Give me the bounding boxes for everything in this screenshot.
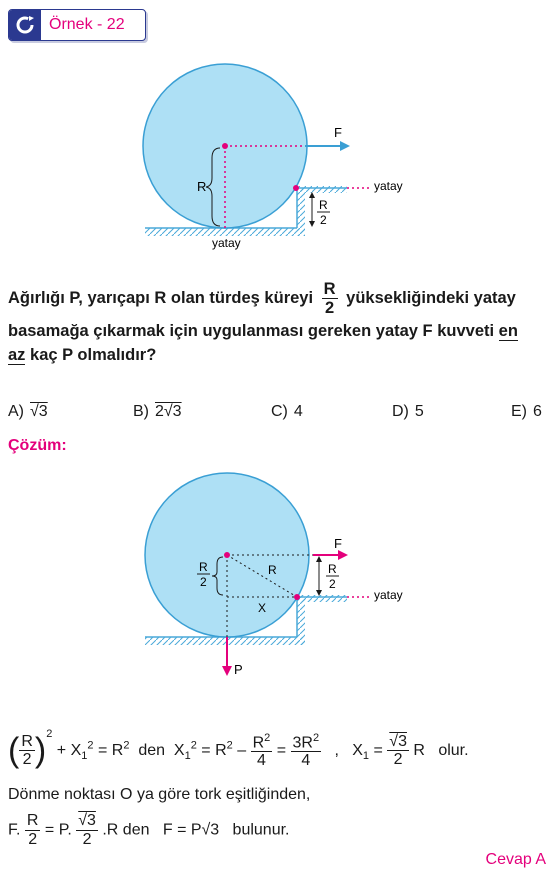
eq1-exp-a: 2 (46, 728, 53, 740)
option-letter: A) (8, 403, 24, 420)
eq3-frac-a-den: 2 (28, 830, 38, 848)
option-letter: C) (271, 403, 288, 420)
eq1-text-e: X (352, 742, 363, 759)
option-value: 5 (414, 403, 424, 420)
example-label: Örnek - 22 (49, 16, 125, 33)
option-e[interactable] (511, 403, 542, 421)
option-value: √3 (30, 403, 48, 420)
answer-label: Cevap A (485, 851, 546, 868)
force-arrowhead (340, 141, 350, 151)
eq1-frac-b-num (251, 732, 273, 753)
eq1-frac-d-den: 2 (393, 751, 403, 769)
eq1-minus: – (237, 742, 247, 759)
eq1-frac-c-num (291, 732, 322, 753)
option-c[interactable] (271, 403, 303, 421)
center-point (224, 552, 230, 558)
eq1-sup-b: 2 (123, 739, 130, 752)
option-letter: D) (392, 403, 409, 420)
solution-equation-1 (8, 728, 469, 770)
question-line-3 (8, 346, 156, 365)
question-text-1a: Ağırlığı P, yarıçapı R olan türdeş küreyi (8, 289, 314, 307)
ground-hatch (145, 228, 305, 236)
solution-heading: Çözüm: (8, 437, 67, 454)
eq1-frac-a-num: R (21, 732, 33, 750)
eq1-frac-a-den: 2 (22, 751, 32, 769)
option-d[interactable] (392, 403, 424, 421)
option-value: 2√3 (155, 403, 182, 420)
step-height-arrow-down (309, 221, 315, 227)
right-frac-den: 2 (329, 577, 336, 591)
eq1-frac-c-den: 4 (301, 752, 311, 770)
horizontal-label-right: yatay (374, 179, 403, 193)
eq1-sup-d: 2 (226, 739, 233, 752)
question-text-3a: az (8, 346, 26, 364)
eq1-text-a: + X (56, 742, 82, 759)
eq1-frac-b-den: 4 (256, 752, 266, 770)
question-line-1 (8, 280, 516, 317)
force-arrowhead (338, 550, 348, 560)
option-b[interactable] (133, 403, 182, 421)
eq3-r-den: .R den (102, 821, 150, 839)
question-line-2 (8, 322, 518, 341)
question-frac-den: 2 (325, 299, 335, 318)
horizontal-label-right: yatay (374, 588, 403, 602)
eq1-frac-a (19, 733, 35, 769)
eq3-result: F = P√3 (162, 821, 220, 839)
eq3-equals-p: = P. (44, 821, 72, 839)
solution-equation-3 (8, 812, 289, 848)
option-value: 6 (533, 403, 542, 420)
center-point (222, 143, 228, 149)
question-text-2b: en (498, 322, 518, 340)
eq3-bulunur: bulunur. (232, 821, 290, 839)
eq1-frac-c-num-exp: 2 (312, 731, 320, 744)
horizontal-label-bottom: yatay (212, 236, 241, 250)
eq1-text-c: X (173, 742, 185, 759)
eq1-equals: = (276, 742, 287, 759)
eq1-sub-e: 1 (362, 750, 370, 763)
eq1-frac-d-num: √3 (389, 732, 407, 750)
question-text-1b: yüksekliğindeki yatay (346, 289, 516, 307)
question-frac-num: R (323, 280, 336, 298)
question-fraction (322, 280, 338, 317)
option-a[interactable] (8, 403, 48, 421)
eq3-frac-b (76, 812, 98, 848)
radius-label: R (197, 179, 207, 194)
right-paren: ) (34, 731, 47, 770)
left-paren: ( (8, 731, 20, 770)
question-text-2a: basamağa çıkarmak için uygulanması gereken yatay F kuvveti (8, 322, 495, 340)
x-label: X (258, 601, 267, 615)
eq1-sup-a: 2 (87, 739, 94, 752)
eq1-frac-b-num-r: R (252, 733, 265, 751)
question-text-3b: kaç P olmalıdır? (30, 346, 157, 364)
eq1-sub-c: 1 (184, 750, 191, 763)
eq1-olur: olur. (438, 742, 469, 759)
right-frac-num: R (328, 562, 337, 576)
ground-hatch (145, 637, 305, 645)
eq3-frac-a-num: R (26, 812, 39, 829)
eq1-text-d: = R (201, 742, 227, 759)
eq3-frac-a (25, 812, 41, 848)
solution-line-2: Dönme noktası O ya göre tork eşitliğinden, (8, 786, 311, 803)
figure-2 (0, 460, 556, 690)
step-top-hatch (297, 595, 347, 602)
contact-point (294, 594, 300, 600)
eq3-f: F. (8, 821, 21, 839)
force-label: F (334, 536, 342, 551)
option-letter: E) (511, 403, 527, 420)
eq1-sup-c: 2 (190, 739, 197, 752)
eq3-frac-b-num: √3 (78, 812, 96, 829)
step-frac-num: R (319, 198, 328, 212)
eq1-frac-b (251, 732, 273, 771)
option-value: 4 (293, 403, 303, 420)
weight-label: P (234, 662, 243, 677)
step-hatch (297, 597, 305, 645)
eq1-text-b: = R (97, 742, 124, 759)
radius-label: R (268, 563, 277, 577)
eq3-frac-b-den: 2 (82, 830, 92, 848)
option-letter: B) (133, 403, 149, 420)
eq1-frac-d (387, 733, 409, 769)
eq1-den-word: den (138, 742, 166, 759)
eq1-comma: , (334, 742, 339, 759)
eq1-frac-c-num-r: 3R (292, 733, 313, 751)
eq1-sub-a: 1 (81, 750, 88, 763)
right-height-arrow-up (316, 556, 322, 562)
left-frac-num: R (199, 560, 208, 574)
eq1-frac-c (291, 732, 322, 771)
step-frac-den: 2 (320, 213, 327, 227)
left-frac-den: 2 (200, 575, 207, 589)
figure-1 (0, 0, 556, 260)
force-label: F (334, 125, 342, 140)
step-top-hatch (297, 186, 347, 193)
eq1-equals-2: = (373, 742, 383, 759)
step-hatch (297, 188, 305, 236)
contact-point (293, 185, 299, 191)
weight-arrowhead (222, 666, 232, 676)
eq1-frac-b-num-exp: 2 (264, 731, 271, 744)
eq1-r: R (413, 742, 425, 759)
